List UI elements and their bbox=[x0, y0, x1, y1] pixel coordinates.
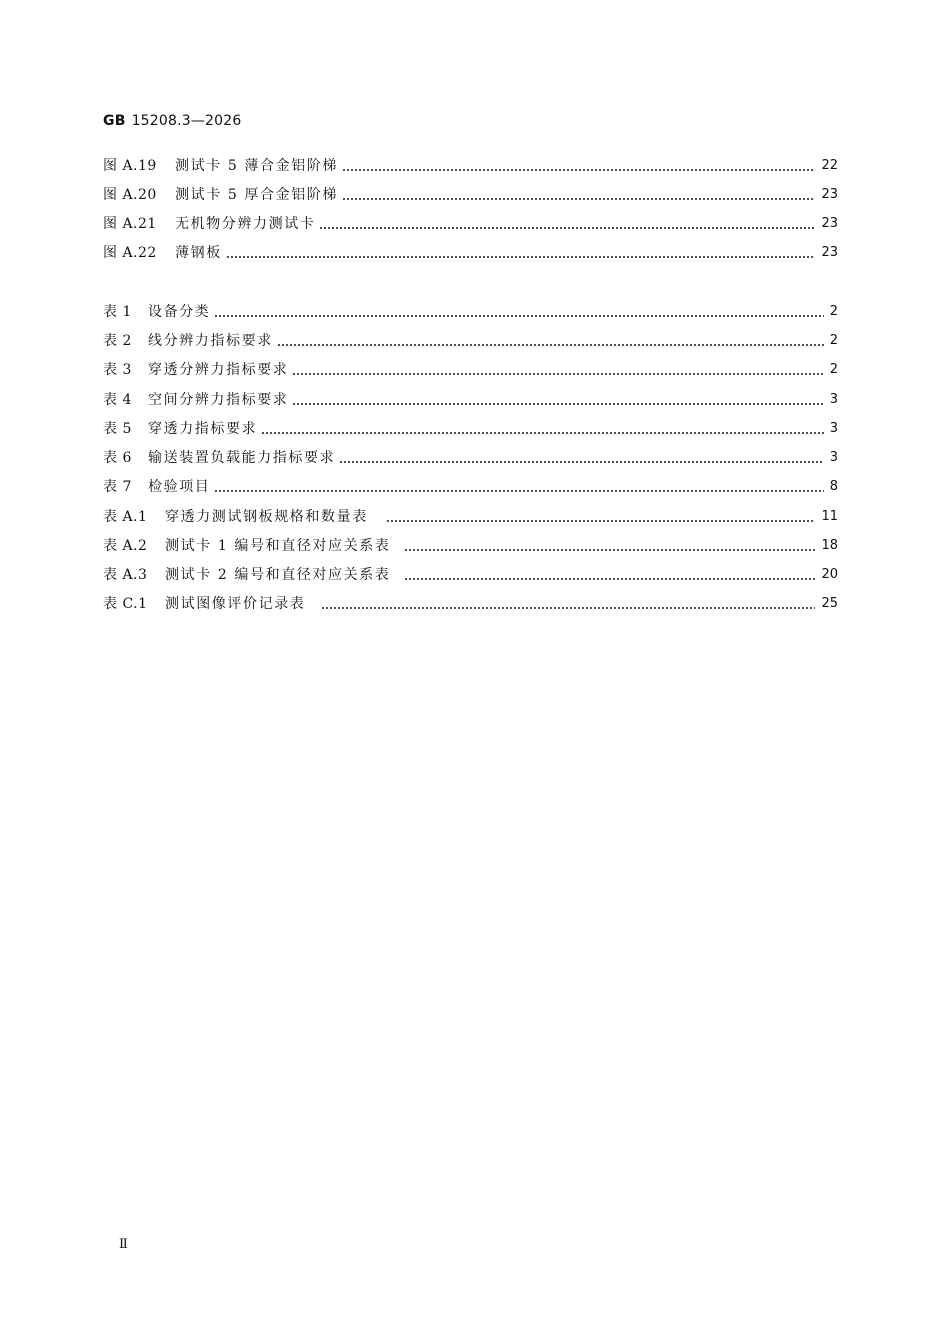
toc-entry-label: 表 A.3 bbox=[103, 567, 148, 583]
toc-entry-figure-a20[interactable] bbox=[103, 184, 838, 206]
toc-entry-label: 图 A.22 bbox=[103, 245, 157, 261]
dot-leader bbox=[339, 447, 824, 469]
toc-entry-label: 表 6 bbox=[103, 450, 132, 466]
toc-entry-title: 测试卡 2 编号和直径对应关系表 bbox=[165, 567, 391, 583]
dot-leader bbox=[319, 213, 815, 235]
toc-entry-table-2[interactable] bbox=[103, 330, 838, 352]
dot-leader bbox=[261, 418, 824, 440]
dot-leader bbox=[292, 389, 823, 411]
toc-entry-title: 空间分辨力指标要求 bbox=[148, 392, 289, 408]
toc-entry-label: 表 7 bbox=[103, 479, 132, 495]
toc-entry-table-a3[interactable] bbox=[103, 564, 838, 586]
toc-entry-page: 8 bbox=[829, 479, 838, 494]
toc-entry-table-4[interactable] bbox=[103, 389, 838, 411]
toc-entry-page: 18 bbox=[821, 538, 838, 553]
toc-entry-page: 25 bbox=[821, 596, 838, 611]
toc-entry-label: 表 C.1 bbox=[103, 596, 148, 612]
toc-entry-title: 测试卡 5 薄合金铝阶梯 bbox=[175, 158, 339, 174]
toc-entry-page: 3 bbox=[829, 450, 838, 465]
toc-entry-title: 测试卡 1 编号和直径对应关系表 bbox=[165, 538, 391, 554]
toc-entry-table-1[interactable] bbox=[103, 301, 838, 323]
toc-entry-label: 表 5 bbox=[103, 421, 132, 437]
toc-entry-figure-a22[interactable] bbox=[103, 242, 838, 264]
toc-entry-label: 表 3 bbox=[103, 362, 132, 378]
toc-entry-title: 穿透分辨力指标要求 bbox=[148, 362, 289, 378]
toc-entry-page: 3 bbox=[829, 421, 838, 436]
toc-entry-page: 23 bbox=[821, 216, 838, 231]
toc-entry-page: 22 bbox=[821, 158, 838, 173]
toc-entry-title: 检验项目 bbox=[148, 479, 211, 495]
toc-entry-label: 图 A.21 bbox=[103, 216, 157, 232]
dot-leader bbox=[292, 359, 823, 381]
document-header bbox=[103, 113, 242, 129]
dot-leader bbox=[404, 564, 815, 586]
toc-entry-page: 11 bbox=[821, 509, 838, 524]
toc-entry-label: 表 4 bbox=[103, 392, 132, 408]
toc-entry-title: 薄钢板 bbox=[175, 245, 222, 261]
toc-entry-page: 23 bbox=[821, 245, 838, 260]
toc-entry-page: 2 bbox=[829, 333, 838, 348]
toc-entry-title: 穿透力指标要求 bbox=[148, 421, 258, 437]
toc-entry-title: 无机物分辨力测试卡 bbox=[175, 216, 316, 232]
toc-entry-label: 表 1 bbox=[103, 304, 132, 320]
dot-leader bbox=[277, 330, 824, 352]
toc-entry-page: 3 bbox=[829, 392, 838, 407]
toc-entry-table-3[interactable] bbox=[103, 359, 838, 381]
toc-entry-page: 20 bbox=[821, 567, 838, 582]
dot-leader bbox=[404, 535, 815, 557]
toc-entry-table-7[interactable] bbox=[103, 476, 838, 498]
toc-entry-page: 23 bbox=[821, 187, 838, 202]
toc-entry-label: 表 A.2 bbox=[103, 538, 148, 554]
toc-entry-label: 表 A.1 bbox=[103, 509, 148, 525]
toc-entry-title: 测试卡 5 厚合金铝阶梯 bbox=[175, 187, 339, 203]
toc-entry-title: 设备分类 bbox=[148, 304, 211, 320]
dot-leader bbox=[214, 476, 823, 498]
toc-entry-label: 图 A.20 bbox=[103, 187, 157, 203]
toc-entry-title: 线分辨力指标要求 bbox=[148, 333, 273, 349]
dot-leader bbox=[386, 506, 816, 528]
toc-entry-table-c1[interactable] bbox=[103, 593, 838, 615]
toc-entry-label: 表 2 bbox=[103, 333, 132, 349]
toc-entry-table-5[interactable] bbox=[103, 418, 838, 440]
toc-entry-table-a2[interactable] bbox=[103, 535, 838, 557]
toc-entry-table-6[interactable] bbox=[103, 447, 838, 469]
toc-entry-page: 2 bbox=[829, 362, 838, 377]
toc-entry-table-a1[interactable] bbox=[103, 506, 838, 528]
dot-leader bbox=[226, 242, 816, 264]
toc-entry-figure-a21[interactable] bbox=[103, 213, 838, 235]
toc-entry-label: 图 A.19 bbox=[103, 158, 157, 174]
toc-entry-title: 输送装置负载能力指标要求 bbox=[148, 450, 336, 466]
toc-entry-title: 测试图像评价记录表 bbox=[165, 596, 306, 612]
toc-entry-figure-a19[interactable] bbox=[103, 155, 838, 177]
standard-prefix: GB bbox=[103, 113, 126, 129]
dot-leader bbox=[214, 301, 823, 323]
dot-leader bbox=[342, 184, 815, 206]
toc-entry-title: 穿透力测试钢板规格和数量表 bbox=[165, 509, 368, 525]
toc-entry-page: 2 bbox=[829, 304, 838, 319]
dot-leader bbox=[342, 155, 815, 177]
page-number: Ⅱ bbox=[119, 1237, 128, 1252]
dot-leader bbox=[321, 593, 815, 615]
standard-number: 15208.3—2026 bbox=[131, 113, 242, 129]
